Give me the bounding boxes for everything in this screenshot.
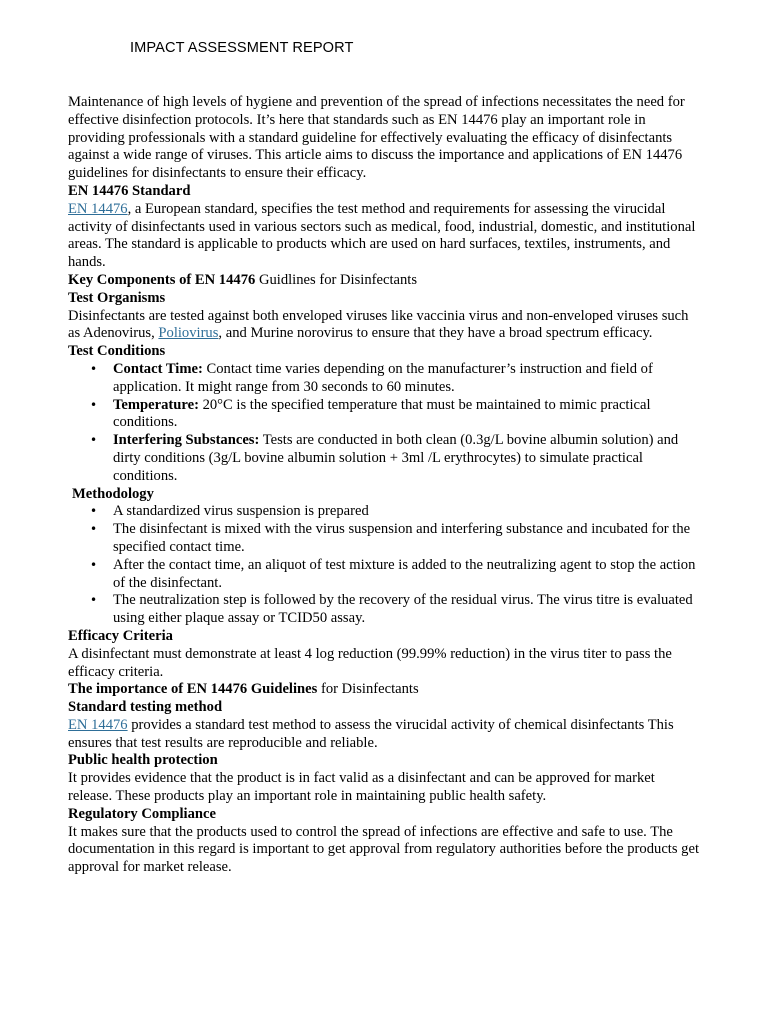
- methodology-list: [68, 503, 700, 628]
- section-heading-key-components: Key Components of EN 14476 Guidlines for Disinfectants: [68, 271, 418, 288]
- list-item: • The disinfectant is mixed with the virus suspension and interfering substance and incubated for the specified contact time.: [113, 521, 700, 557]
- section-heading-methodology: Methodology: [72, 485, 154, 502]
- section-heading-public-health: Public health protection: [68, 752, 218, 769]
- list-item: • Contact Time: Contact time varies depending on the manufacturer’s instruction and field of application. It might range from 30 seconds to 60 minutes.: [113, 361, 700, 397]
- section-heading-standard-testing: Standard testing method: [68, 699, 223, 716]
- list-item: • After the contact time, an aliquot of test mixture is added to the neutralizing agent to stop the action of the disinfectant.: [113, 557, 700, 593]
- standard-paragraph: EN 14476, a European standard, specifies the test method and requirements for assessing the virucidal activity of disinfectants used in various sectors such as medical, food, industrial, domestic, and institutional areas. The standard is applicable to products which are used on hard surfaces, textiles, instruments, and hands.: [68, 200, 696, 271]
- list-item: • Interfering Substances: Tests are conducted in both clean (0.3g/L bovine albumin solution) and dirty conditions (3g/L bovine albumin solution + 3ml /L erythrocytes) to simulate practical conditions.: [113, 432, 700, 485]
- section-heading-test-organisms: Test Organisms: [68, 289, 166, 306]
- section-heading-test-conditions: Test Conditions: [68, 343, 166, 360]
- en14476-link[interactable]: EN 14476: [68, 200, 128, 217]
- section-heading-importance: The importance of EN 14476 Guidelines for Disinfectants: [68, 681, 419, 698]
- public-health-paragraph: It provides evidence that the product is in fact valid as a disinfectant and can be approved for market release. These products play an important role in maintaining public health safety.: [68, 770, 655, 805]
- document-body: [68, 94, 700, 877]
- standard-testing-paragraph: EN 14476 provides a standard test method to assess the virucidal activity of chemical disinfectants This ensures that test results are reproducible and reliable.: [68, 716, 674, 751]
- section-heading-regulatory: Regulatory Compliance: [68, 805, 216, 822]
- en14476-link-2[interactable]: EN 14476: [68, 716, 128, 733]
- list-item: • Temperature: 20°C is the specified temperature that must be maintained to mimic practical conditions.: [113, 397, 700, 433]
- test-organisms-paragraph: Disinfectants are tested against both enveloped viruses like vaccinia virus and non-enveloped viruses such as Adenovirus, Poliovirus, and Murine norovirus to ensure that they have a broad spectrum efficacy.: [68, 307, 689, 342]
- intro-paragraph: Maintenance of high levels of hygiene and prevention of the spread of infections necessitates the need for effective disinfection protocols. It’s here that standards such as EN 14476 play an important role in providing professionals with a standard guideline for effectively evaluating the efficacy of disinfectants against a wide range of viruses. This article aims to discuss the importance and applications of EN 14476 guidelines for disinfectants to ensure their efficacy.: [68, 94, 685, 182]
- report-title: IMPACT ASSESSMENT REPORT: [130, 40, 354, 56]
- efficacy-paragraph: A disinfectant must demonstrate at least 4 log reduction (99.99% reduction) in the virus titer to pass the efficacy criteria.: [68, 645, 672, 680]
- test-conditions-list: [68, 361, 700, 486]
- list-item: • A standardized virus suspension is prepared: [113, 503, 700, 521]
- poliovirus-link[interactable]: Poliovirus: [158, 325, 219, 342]
- regulatory-paragraph: It makes sure that the products used to control the spread of infections are effective and safe to use. The documentation in this regard is important to get approval from regulatory authorities before the products get approval for market release.: [68, 823, 700, 876]
- list-item: • The neutralization step is followed by the recovery of the residual virus. The virus titre is evaluated using either plaque assay or TCID50 assay.: [113, 592, 700, 628]
- section-heading-standard: EN 14476 Standard: [68, 182, 191, 199]
- section-heading-efficacy: Efficacy Criteria: [68, 627, 173, 644]
